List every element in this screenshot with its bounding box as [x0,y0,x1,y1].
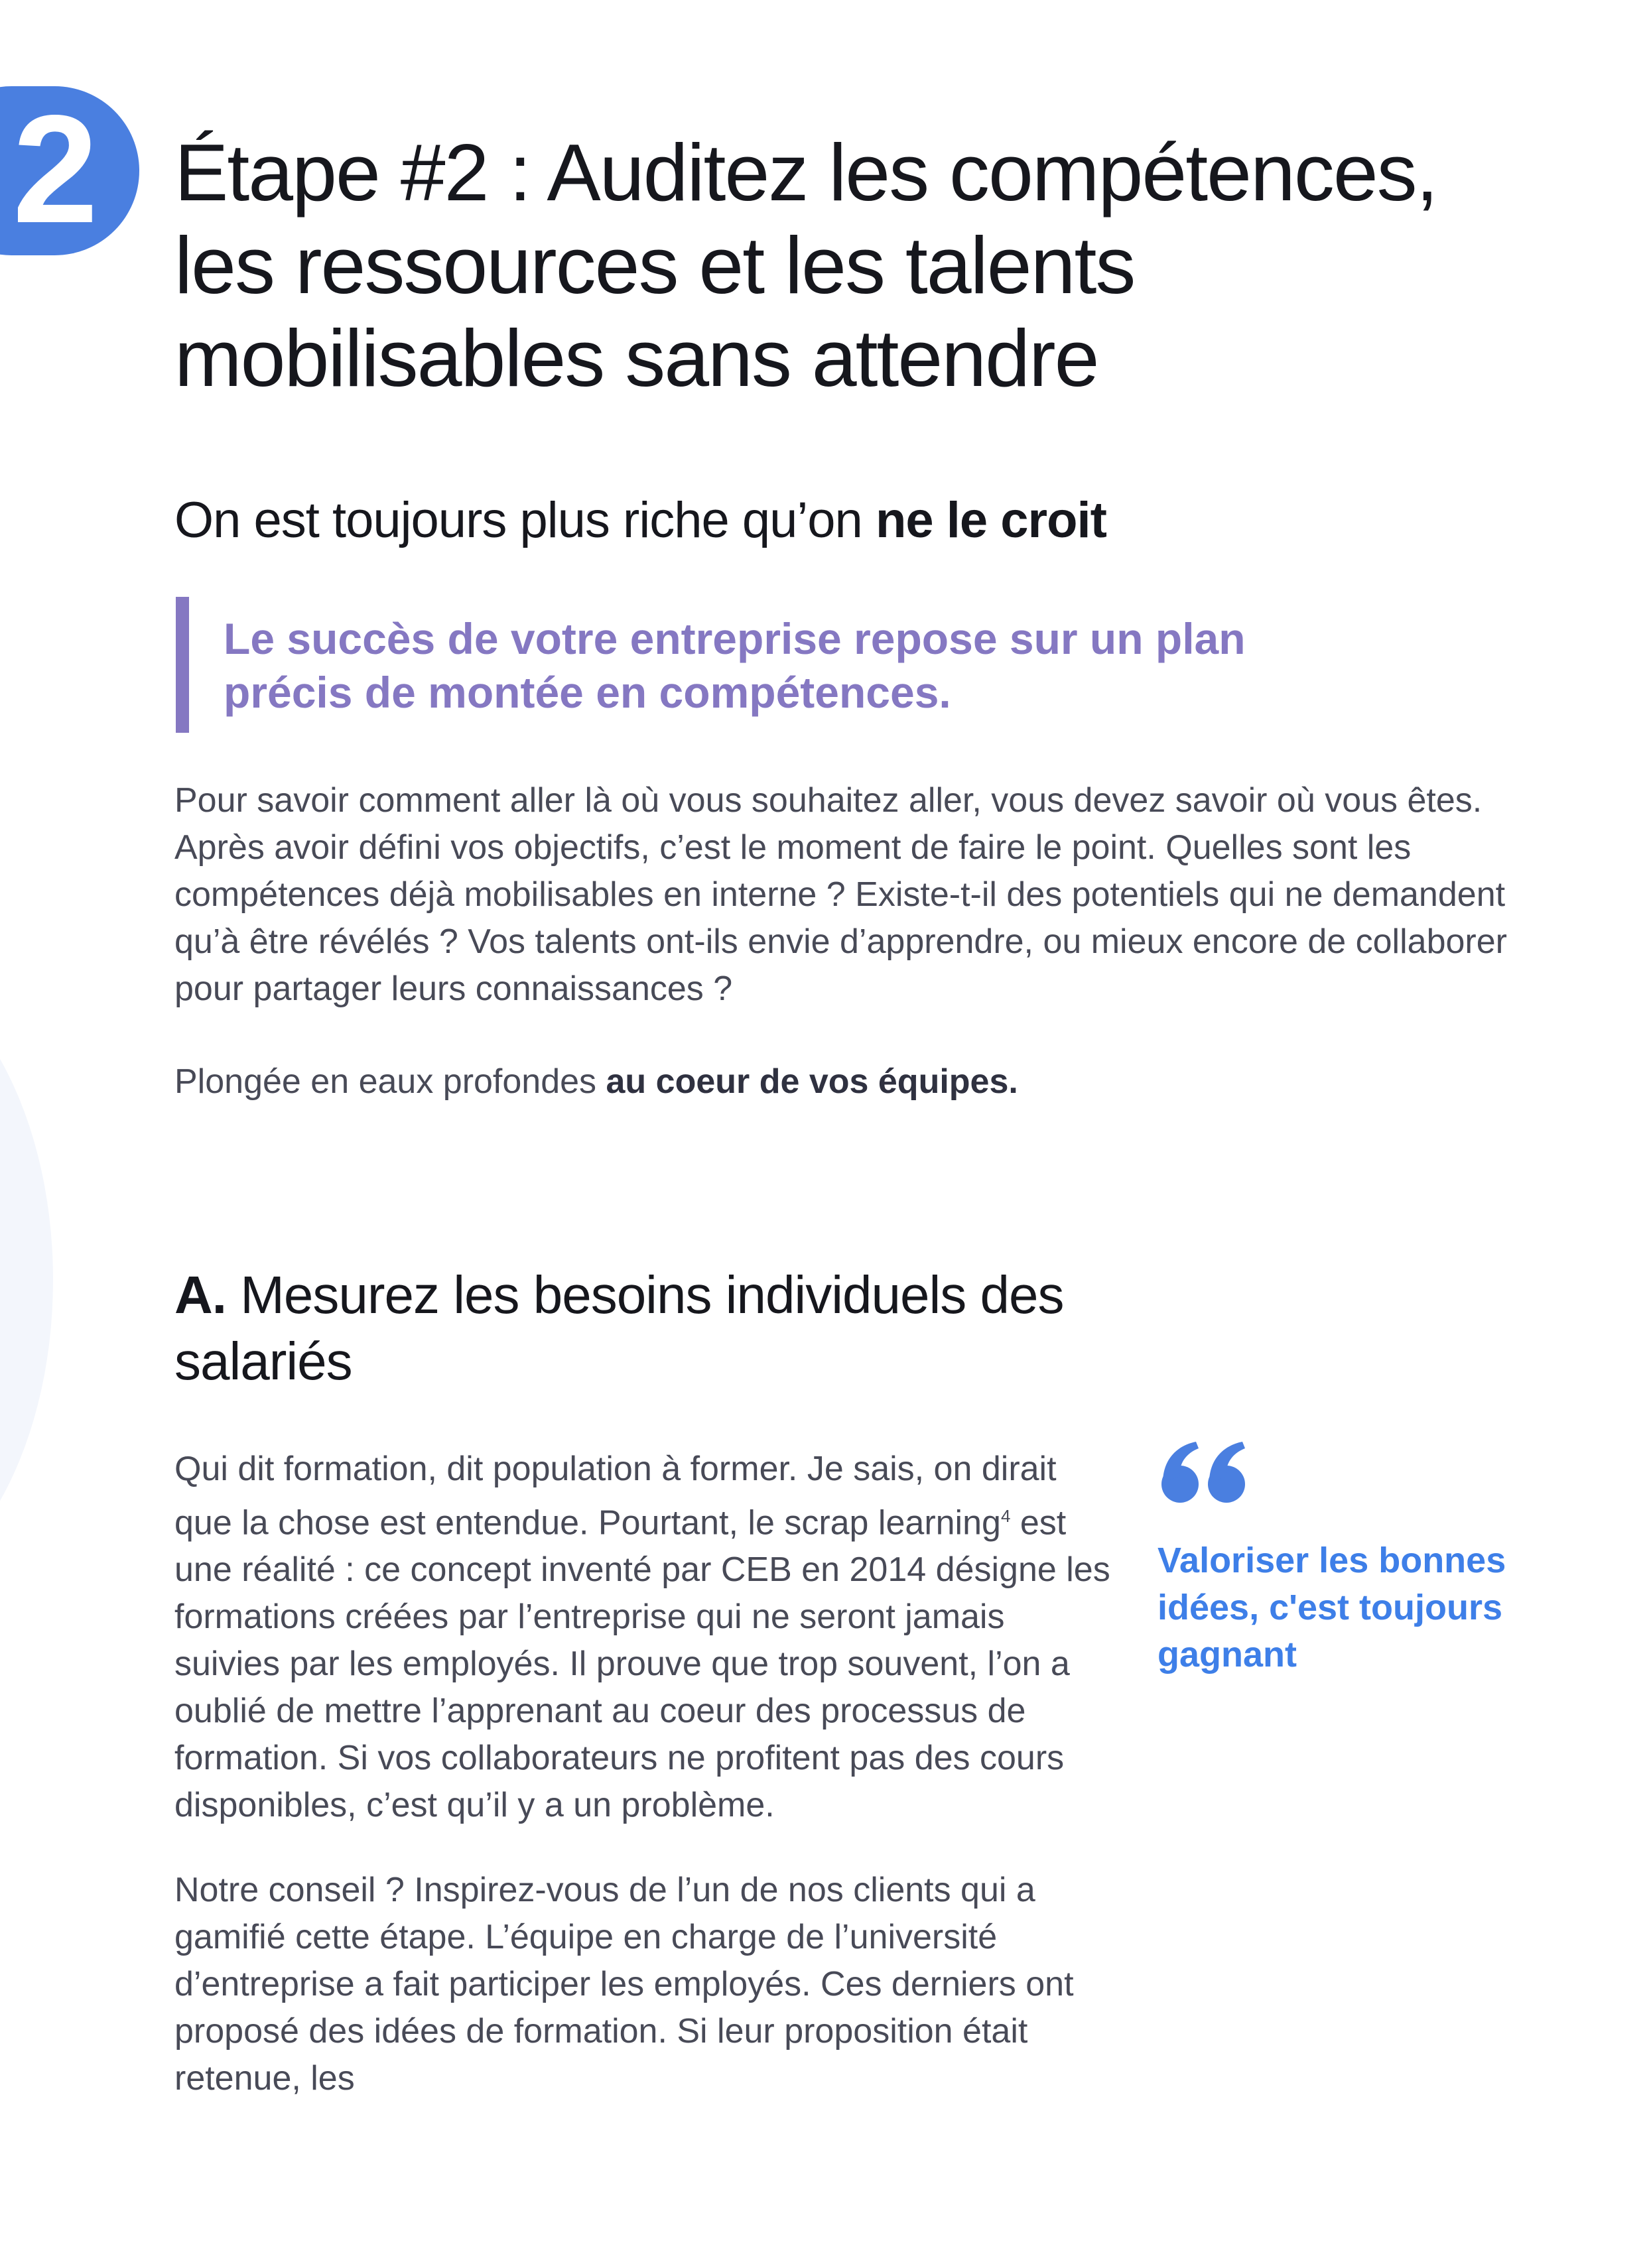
step-number-badge [0,86,139,255]
subtitle-lead: On est toujours plus riche qu’on [174,492,876,548]
subtitle [174,487,1106,554]
intro-paragraph: Pour savoir comment aller là où vous souhaitez aller, vous devez savoir où vous êtes. Après avoir défini vos objectifs, c’est le moment de faire le point. Quelles sont les compétences déjà mobilisables en interne ? Existe-t-il des potentiels qui ne demandent qu’à être révélés ? Vos talents ont-ils envie d’apprendre, ou mieux encore de collaborer pour partager leurs connaissances ? [174,781,1507,1008]
highlight-quote-block [176,597,1250,733]
paragraph-1-before-footnote: Qui dit formation, dit population à former. Je sais, on dirait que la chose est entendue. Pourtant, le scrap learning [174,1450,1057,1543]
footnote-reference[interactable]: 4 [1000,1506,1011,1526]
section-a-letter: A. [174,1265,226,1324]
highlight-quote-text: Le succès de votre entreprise repose sur un plan précis de montée en compétences. [224,614,1246,717]
section-a-heading: Mesurez les besoins individuels des salariés [174,1265,1064,1391]
section-a-paragraph-1 [174,1446,1116,1829]
dive-line-emphasis: au coeur de vos équipes. [606,1062,1018,1101]
subtitle-emphasis: ne le croit [875,492,1106,548]
paragraph-1-after-footnote: est une réalité : ce concept inventé par CEB en 2014 désigne les formations créées par l’entreprise qui ne seront jamais suivies par les employés. Il prouve que trop souvent, l’on a oublié de mettre l’apprenant au coeur des processus de formation. Si vos collaborateurs ne profitent pas des cours disponibles, c’est qu’il y a un problème. [174,1503,1110,1825]
dive-line [174,1058,1514,1105]
section-a-title [174,1262,1169,1395]
quote-marks-icon [1157,1439,1250,1505]
decorative-background-circle [0,955,53,1605]
dive-line-lead: Plongée en eaux profondes [174,1062,606,1101]
section-a-paragraph-2: Notre conseil ? Inspirez-vous de l’un de nos clients qui a gamifié cette étape. L’équipe en charge de l’université d’entreprise a fait participer les employés. Ces derniers ont proposé des idées de formation. Si leur proposition était retenue, les [174,1871,1074,2098]
pull-quote-text: Valoriser les bonnes idées, c'est toujours gagnant [1157,1541,1506,1674]
page-title: Étape #2 : Auditez les compétences, les ressources et les talents mobilisables sans attendre [174,127,1437,403]
step-number: 2 [12,84,98,255]
